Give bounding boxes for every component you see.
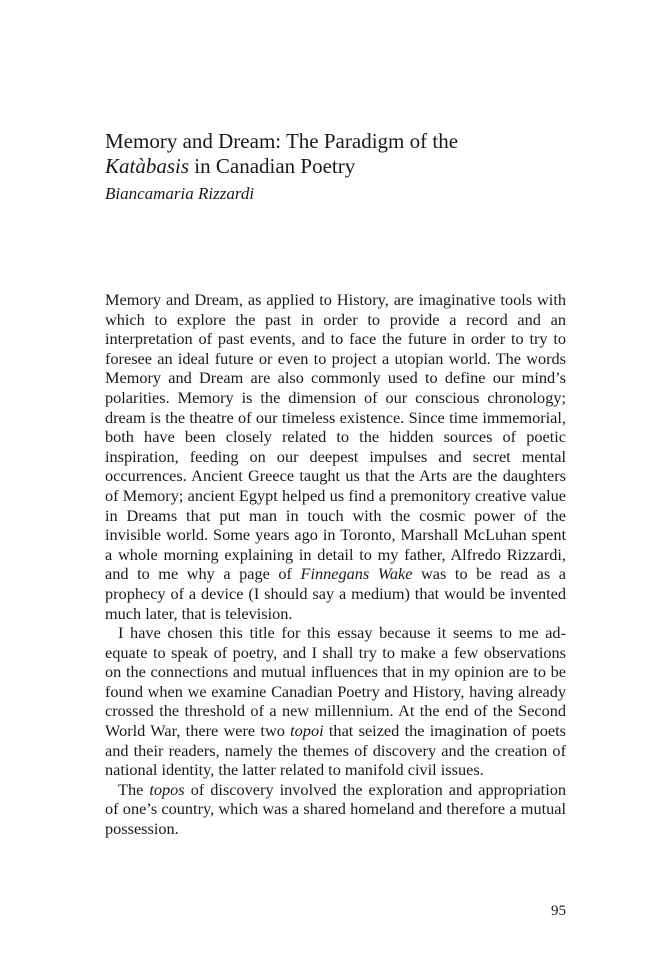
- paragraph-1-text-b: was to be read as a prophecy of a device (I should say a medium) that would be invented much later, that is television.: [105, 564, 566, 623]
- book-title-finnegans-wake: Finnegans Wake: [300, 564, 413, 584]
- chapter-title-line-1: Memory and Dream: The Paradigm of the: [105, 129, 459, 153]
- paragraph-2: [105, 623, 566, 780]
- chapter-title-line-2: [105, 154, 565, 179]
- paragraph-1: [105, 290, 566, 623]
- title-line-2-rest: in Canadian Poetry: [189, 154, 356, 178]
- page-number: 95: [551, 903, 566, 919]
- author-name: Biancamaria Rizzardi: [105, 184, 255, 203]
- term-topos: topos: [149, 779, 185, 799]
- title-italic-word: Katàbasis: [105, 154, 190, 178]
- paragraph-3-text-a: The: [118, 779, 150, 799]
- paragraph-1-text-a: Memory and Dream, as applied to History, are imaginative tools with which to explore the past in order to provide a record and an interpretation of past events, and to face the future in order to try to foresee an ideal future or even to project a utopian world. The words Memory and Dream are also commonly used to define our mind’s polarities. Memory is the dimension of our conscious chronology; dream is the theatre of our timeless existence. Since time immemorial, both have been closely related to the hidden sources of poetic inspiration, feeding on our deepest impulses and secret mental occurrences. Ancient Greece taught us that the Arts are the daughters of Memory; ancient Egypt helped us find a premonitory creative value in Dreams that put man in touch with the cosmic power of the invisible world. Some years ago in Toronto, Marshall McLuhan spent a whole morning explaining in detail to my father, Alfredo Rizzardi, and to me why a page of: [105, 290, 566, 584]
- paragraph-3: [105, 780, 566, 839]
- paragraph-2-text-a: I have chosen this title for this essay because it seems to me adequate to speak of poetry, and I shall try to make a few observations on the connections and mutual influences that in my opinion are to be found when we examine Canadian Poetry and History, having already crossed the threshold of a new millennium. At the end of the Second World War, there were two: [105, 623, 566, 741]
- paragraph-2-text-b: that seized the imagination of poets and their readers, namely the themes of discovery and the creation of national identity, the latter related to manifold civil issues.: [105, 721, 567, 780]
- paragraph-3-text-b: of discovery involved the exploration and appropriation of one’s country, which was a shared homeland and therefore a mutual possession.: [105, 779, 566, 839]
- term-topoi: topoi: [290, 721, 324, 741]
- body-text: [105, 290, 566, 839]
- chapter-heading: [105, 129, 565, 205]
